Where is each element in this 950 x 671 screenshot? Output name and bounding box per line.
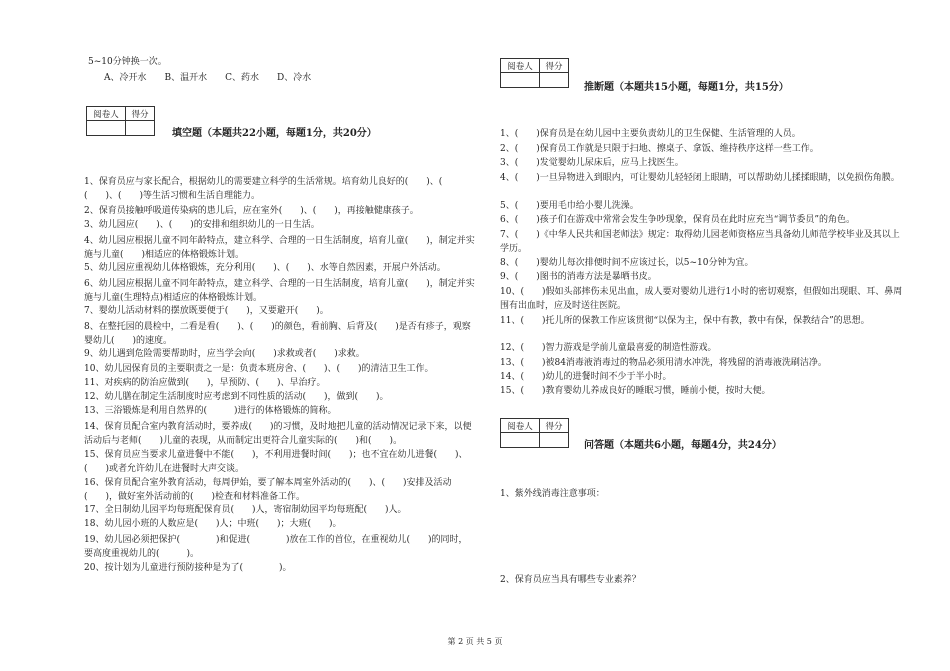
qa-line: 1、紫外线消毒注意事项： (500, 489, 605, 499)
fill-line: 13、三浴锻炼是利用自然界的( )进行的体格锻炼的简称。 (84, 406, 337, 416)
judge-section-title: 推断题（本题共15小题，每题1分，共15分） (584, 82, 789, 93)
fill-section-title: 填空题（本题共22小题，每题1分，共20分） (172, 128, 377, 139)
judge-line: 2、( )保育员工作就是只限于扫地、擦桌子、拿饭、维持秩序这样一些工作。 (500, 144, 819, 154)
judge-line: 14、( )幼儿的进餐时间不少于半小时。 (500, 372, 672, 382)
reviewer-label: 阅卷人 (87, 107, 126, 121)
fill-line: 12、幼儿膳在制定生活制度时应考虑到不同性质的活动( )，做到( )。 (84, 392, 389, 402)
fill-line: ( )、( )等生活习惯和生活自理能力。 (84, 191, 261, 201)
fill-line: 17、全日制幼儿园平均每班配保育员( )人，寄宿制幼园平均每班配( )人。 (84, 505, 407, 515)
fill-line: 8、在整托园的晨检中，二看是看( )、( )的颜色，看前胸、后背及( )是否有疹子，观察婴幼儿( )的速度。 (84, 322, 471, 346)
page-footer: 第 2 页 共 5 页 (447, 637, 503, 646)
fill-line: 15、保育员应当要求儿童进餐中不能( )，不利用进餐时间( )；也不宜在幼儿进餐( )、( )或者允许幼儿在进餐时大声交谈。 (84, 450, 468, 474)
fill-line: 6、幼儿园应根据儿童不同年龄特点，建立科学、合理的一日生活制度，培育儿童( )，制定并实施与儿童(生理特点)相适应的体格锻炼计划。 (84, 279, 475, 303)
fill-line: 18、幼儿园小班的人数应是( )人；中班( )；大班( )。 (84, 519, 342, 529)
fill-line: 2、保育员接触呼吸道传染病的患儿后，应在室外( )、( )，再接触健康孩子。 (84, 206, 419, 216)
reviewer-cell[interactable] (501, 73, 540, 88)
score-label: 得分 (540, 59, 569, 73)
judge-line: 5、( )要用毛巾给小婴儿洗澡。 (500, 201, 639, 211)
reviewer-label: 阅卷人 (501, 419, 540, 433)
intro-line-2: A、冷开水 B、温开水 C、药水 D、冷水 (104, 73, 312, 83)
fill-line: 19、幼儿园必须把保护( )和促进( )放在工作的首位，在重视幼儿( )的同时，要高度重视幼儿的( )。 (84, 535, 468, 559)
score-box (500, 418, 569, 448)
judge-line: 4、( )一旦异物进入到眼内，可让婴幼儿轻轻闭上眼睛，可以帮助幼儿揉揉眼睛，以免损伤角膜。 (500, 173, 900, 183)
judge-line: 11、( )托儿所的保教工作应该贯彻“以保为主，保中有教，教中有保，保教结合”的思想。 (500, 316, 870, 326)
judge-line: 8、( )婴幼儿每次排便时间不应该过长，以5~10分钟为宜。 (500, 258, 754, 268)
judge-line: 12、( )智力游戏是学前儿童最喜爱的制造性游戏。 (500, 343, 717, 353)
judge-line: 10、( )假如头部摔伤未见出血，成人要对婴幼儿进行1小时的密切观察，但假如出现眼、耳、鼻周围有出血时，应及时送往医院。 (500, 287, 903, 311)
judge-line: 1、( )保育员是在幼儿园中主要负责幼儿的卫生保健、生活管理的人员。 (500, 129, 801, 139)
judge-line: 6、( )孩子们在游戏中常常会发生争吵现象，保育员在此时应充当“调节委员”的角色。 (500, 215, 855, 225)
fill-line: 3、幼儿园应( )、( )的安排和组织幼儿的一日生活。 (84, 220, 320, 230)
score-cell[interactable] (126, 121, 155, 136)
judge-line: 7、( )《中华人民共和国老师法》规定：取得幼儿园老师资格应当具备幼儿师范学校毕业及其以上学历。 (500, 230, 900, 254)
fill-line: 1、保育员应与家长配合，根据幼儿的需要建立科学的生活常规。培育幼儿良好的( )、( (84, 177, 443, 187)
fill-line: 10、幼儿园保育员的主要职责之一是：负责本班房舍、( )、( )的清洁卫生工作。 (84, 364, 434, 374)
fill-line: 5、幼儿园应重视幼儿体格锻炼，充分利用( )、( )、水等自然因素，开展户外活动。 (84, 263, 446, 273)
score-label: 得分 (126, 107, 155, 121)
qa-line: 2、保育员应当具有哪些专业素养？ (500, 575, 641, 585)
fill-line: 20、按计划为儿童进行预防接种是为了( )。 (84, 563, 292, 573)
score-box (86, 106, 155, 136)
score-cell[interactable] (540, 433, 569, 448)
reviewer-cell[interactable] (501, 433, 540, 448)
judge-line: 3、( )发觉婴幼儿尿床后，应马上找医生。 (500, 158, 684, 168)
fill-line: 11、对疾病的防治应做到( )，早预防、( )、早治疗。 (84, 378, 326, 388)
fill-line: 14、保育员配合室内教育活动时，要养成( )的习惯，及时地把儿童的活动情况记录下来，以便活动后与老师( )儿童的表现，从而制定出更符合儿童实际的( )和( )。 (84, 422, 472, 446)
fill-line: 4、幼儿园应根据儿童不同年龄特点，建立科学、合理的一日生活制度，培育儿童( )，制定并实施与儿童( )相适应的体格锻炼计划。 (84, 236, 475, 260)
reviewer-label: 阅卷人 (501, 59, 540, 73)
qa-section-title: 问答题（本题共6小题，每题4分，共24分） (584, 440, 782, 451)
judge-line: 9、( )图书的消毒方法是暴晒书皮。 (500, 272, 657, 282)
fill-line: 7、婴幼儿活动材料的摆放既要便于( )，又要避开( )。 (84, 306, 329, 316)
score-label: 得分 (540, 419, 569, 433)
fill-line: 9、幼儿遇到危险需要帮助时，应当学会向( )求救或者( )求救。 (84, 349, 365, 359)
reviewer-cell[interactable] (87, 121, 126, 136)
judge-line: 13、( )被84消毒液消毒过的物品必须用清水冲洗，将残留的消毒液洗刷洁净。 (500, 358, 827, 368)
fill-line: 16、保育员配合室外教育活动，每周伊始，要了解本周室外活动的( )、( )安排及活动( )，做好室外活动前的( )检查和材料准备工作。 (84, 478, 452, 502)
intro-line-1: 5~10分钟换一次。 (88, 57, 167, 67)
score-cell[interactable] (540, 73, 569, 88)
judge-line: 15、( )教育婴幼儿养成良好的睡眠习惯，睡前小便，按时大便。 (500, 386, 771, 396)
score-box (500, 58, 569, 88)
